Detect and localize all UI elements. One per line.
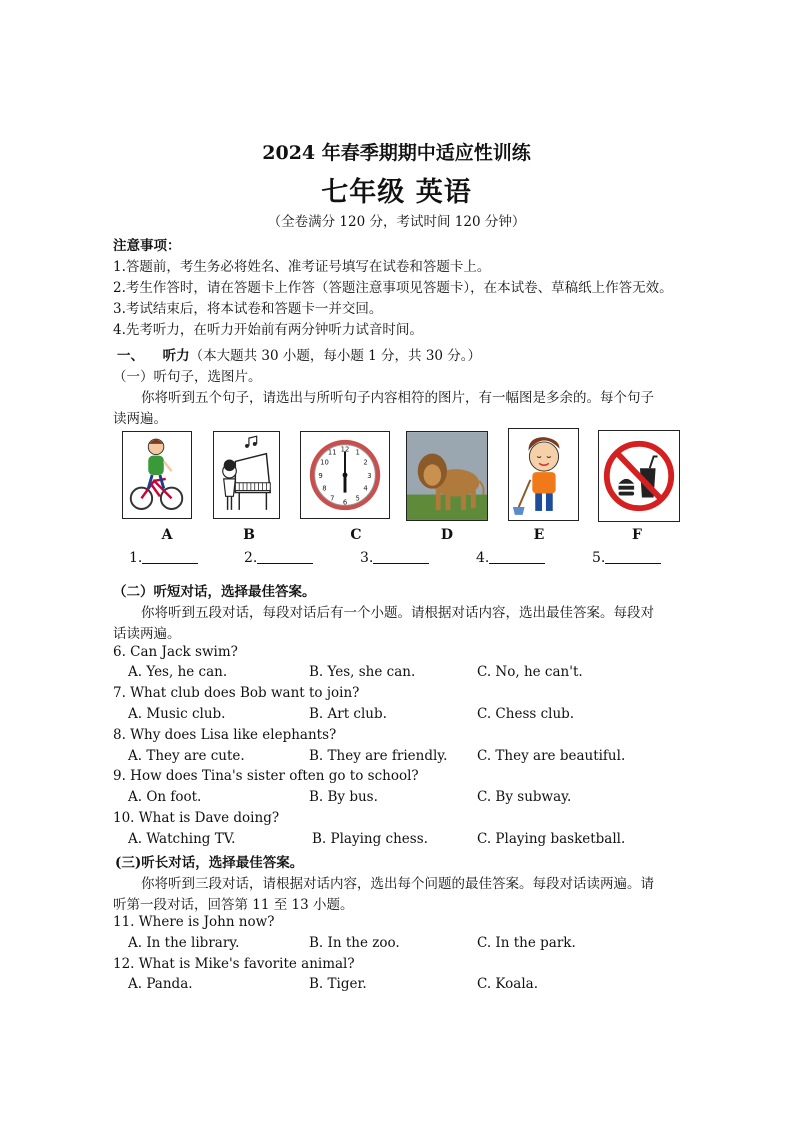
- notice-item: 3.考试结束后，将本试卷和答题卡一并交回。: [113, 301, 383, 317]
- option-b[interactable]: B. Tiger.: [309, 976, 367, 992]
- boy-sweeping-icon: [509, 429, 578, 520]
- part2-instruction: 话读两遍。: [113, 626, 181, 642]
- blank-line[interactable]: [257, 549, 313, 564]
- part3-instruction: 听第一段对话，回答第 11 至 13 小题。: [113, 897, 354, 913]
- part3-title: (三)听长对话，选择最佳答案。: [115, 855, 304, 871]
- blank-line[interactable]: [373, 549, 429, 564]
- blank-number: 4.: [476, 550, 490, 566]
- answer-blank[interactable]: [360, 549, 429, 566]
- svg-text:5: 5: [355, 494, 360, 503]
- notice-item: 1.答题前，考生务必将姓名、准考证号填写在试卷和答题卡上。: [113, 259, 491, 275]
- picture-label: B: [243, 527, 255, 543]
- option-b[interactable]: B. Playing chess.: [312, 831, 428, 847]
- clock-icon: [301, 432, 389, 518]
- option-c[interactable]: C. No, he can't.: [477, 664, 583, 680]
- option-c[interactable]: C. By subway.: [477, 789, 572, 805]
- option-b[interactable]: B. They are friendly.: [309, 748, 448, 764]
- picture-e: [508, 428, 579, 521]
- part3-instruction: 你将听到三段对话，请根据对话内容，选出每个问题的最佳答案。每段对话读两遍。请: [141, 876, 654, 892]
- svg-text:7: 7: [330, 494, 335, 503]
- svg-text:10: 10: [320, 458, 329, 467]
- option-a[interactable]: A. In the library.: [128, 935, 240, 951]
- cyclist-icon: [123, 432, 191, 518]
- question: 9. How does Tina's sister often go to school?: [113, 768, 419, 784]
- svg-text:4: 4: [363, 484, 368, 493]
- notice-heading: 注意事项：: [113, 238, 181, 254]
- option-c[interactable]: C. Chess club.: [477, 706, 575, 722]
- svg-text:8: 8: [322, 484, 327, 493]
- question: 12. What is Mike's favorite animal?: [113, 956, 355, 972]
- svg-text:6: 6: [342, 498, 348, 507]
- picture-a: [122, 431, 192, 519]
- svg-text:11: 11: [327, 448, 337, 457]
- blank-number: 5.: [592, 550, 606, 566]
- blank-line[interactable]: [605, 549, 661, 564]
- blank-number: 2.: [244, 550, 258, 566]
- option-c[interactable]: C. Koala.: [477, 976, 538, 992]
- section-number: 一、: [117, 348, 144, 364]
- section-desc: （本大题共 30 小题，每小题 1 分，共 30 分。）: [189, 348, 482, 364]
- question: 11. Where is John now?: [113, 914, 275, 930]
- blank-number: 3.: [360, 550, 374, 566]
- exam-subject: 七年级 英语: [321, 177, 472, 208]
- question: 10. What is Dave doing?: [113, 810, 280, 826]
- question: 6. Can Jack swim?: [113, 644, 238, 660]
- question: 8. Why does Lisa like elephants?: [113, 727, 337, 743]
- picture-label: D: [440, 527, 454, 543]
- lion-icon: [407, 432, 487, 520]
- question: 7. What club does Bob want to join?: [113, 685, 360, 701]
- option-b[interactable]: B. By bus.: [309, 789, 378, 805]
- picture-f: [598, 430, 680, 522]
- answer-blank[interactable]: [129, 549, 198, 566]
- picture-label: E: [533, 527, 545, 543]
- piano-icon: [214, 432, 279, 518]
- picture-label: C: [350, 527, 362, 543]
- blank-line[interactable]: [142, 549, 198, 564]
- svg-text:2: 2: [363, 458, 368, 467]
- option-a[interactable]: A. Watching TV.: [128, 831, 236, 847]
- picture-c: [300, 431, 390, 519]
- option-b[interactable]: B. Art club.: [309, 706, 387, 722]
- option-b[interactable]: B. In the zoo.: [309, 935, 400, 951]
- option-c[interactable]: C. In the park.: [477, 935, 576, 951]
- part1-title: （一）听句子，选图片。: [113, 369, 262, 385]
- option-a[interactable]: A. They are cute.: [128, 748, 245, 764]
- part2-title: （二）听短对话，选择最佳答案。: [113, 584, 316, 600]
- picture-label: A: [161, 527, 173, 543]
- picture-b: [213, 431, 280, 519]
- svg-text:3: 3: [367, 471, 372, 480]
- blank-line[interactable]: [489, 549, 545, 564]
- picture-label: F: [632, 527, 642, 543]
- picture-d: [406, 431, 488, 521]
- option-c[interactable]: C. They are beautiful.: [477, 748, 626, 764]
- part1-instruction: 你将听到五个句子，请选出与所听句子内容相符的图片，有一幅图是多余的。每个句子: [141, 390, 654, 406]
- option-a[interactable]: A. Yes, he can.: [128, 664, 228, 680]
- part2-instruction: 你将听到五段对话，每段对话后有一个小题。请根据对话内容，选出最佳答案。每段对: [141, 605, 654, 621]
- option-a[interactable]: A. On foot.: [128, 789, 202, 805]
- answer-blank[interactable]: [476, 549, 545, 566]
- exam-title: 2024 年春季期期中适应性训练: [262, 142, 531, 164]
- svg-text:9: 9: [318, 471, 323, 480]
- notice-item: 2.考生作答时，请在答题卡上作答（答题注意事项见答题卡），在本试卷、草稿纸上作答无效。: [113, 280, 673, 296]
- section-title: 听力: [162, 348, 190, 364]
- part1-instruction: 读两遍。: [113, 411, 167, 427]
- answer-blank[interactable]: [592, 549, 661, 566]
- svg-text:1: 1: [355, 448, 360, 457]
- option-a[interactable]: A. Music club.: [128, 706, 226, 722]
- section-heading: [117, 344, 481, 364]
- option-a[interactable]: A. Panda.: [128, 976, 193, 992]
- no-food-icon: [599, 431, 679, 521]
- option-c[interactable]: C. Playing basketball.: [477, 831, 626, 847]
- exam-info: （全卷满分 120 分，考试时间 120 分钟）: [267, 214, 526, 230]
- notice-item: 4.先考听力，在听力开始前有两分钟听力试音时间。: [113, 322, 423, 338]
- blank-number: 1.: [129, 550, 143, 566]
- svg-text:12: 12: [340, 445, 350, 454]
- answer-blank[interactable]: [244, 549, 313, 566]
- option-b[interactable]: B. Yes, she can.: [309, 664, 416, 680]
